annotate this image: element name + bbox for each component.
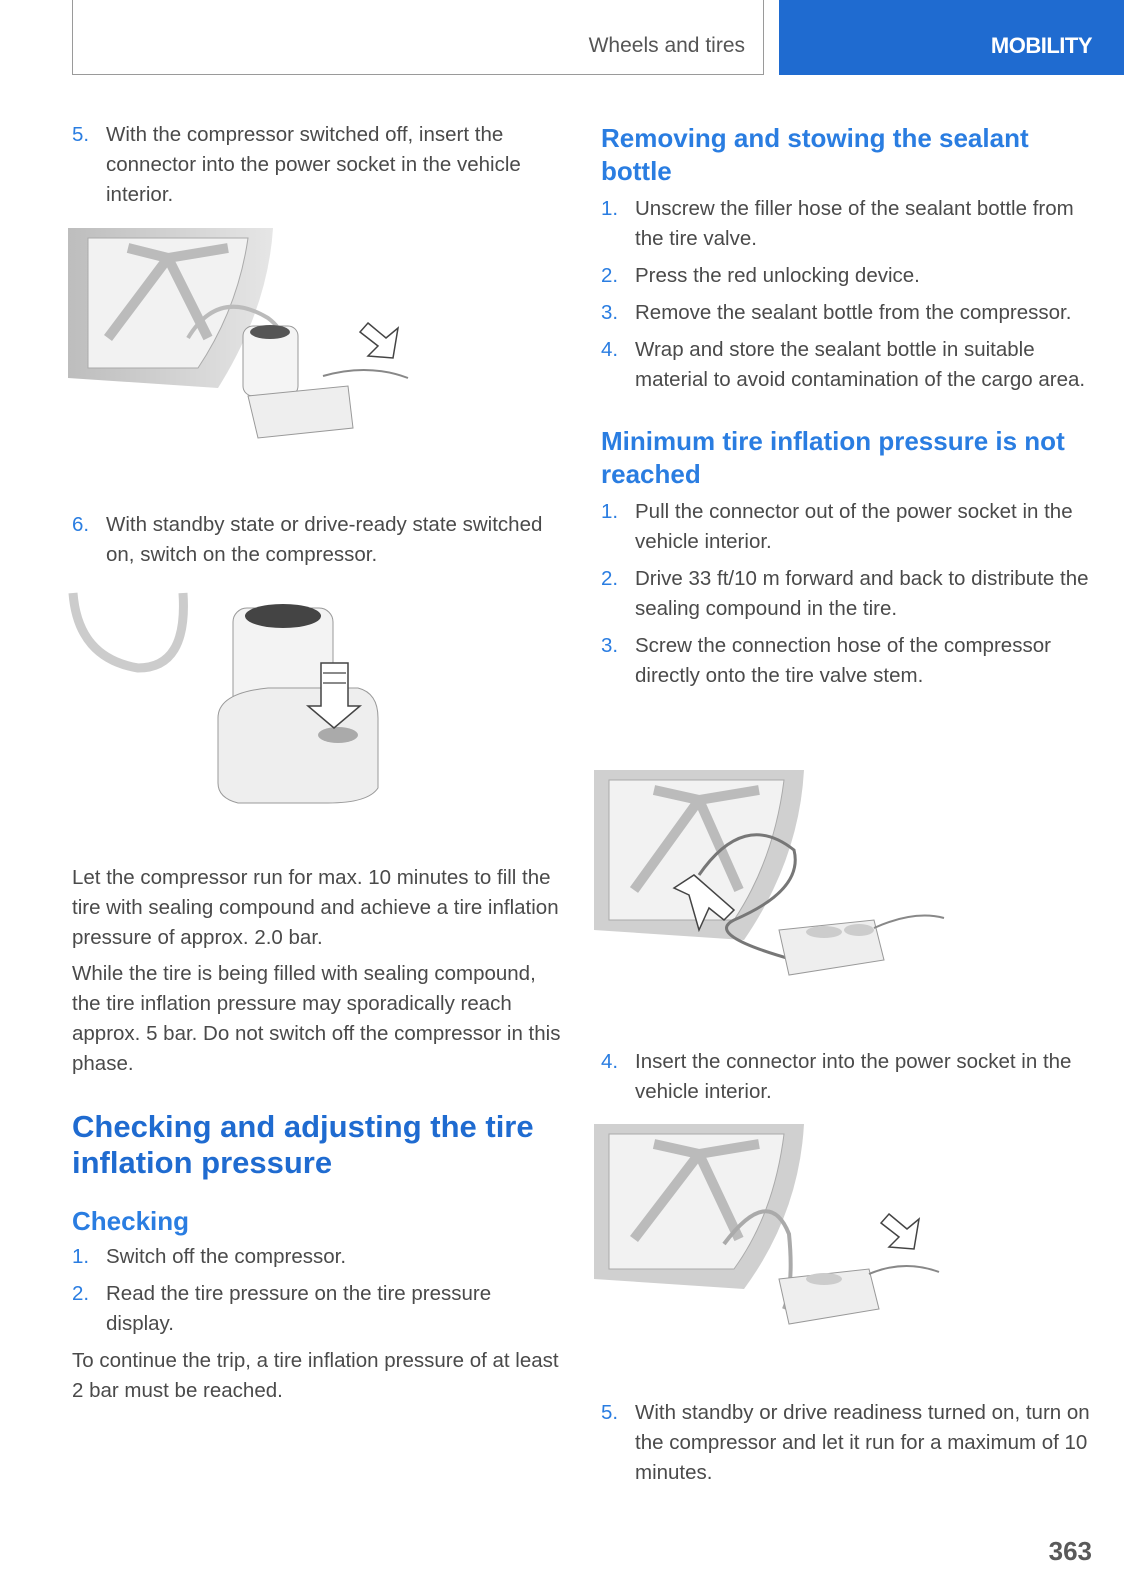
left-text-block — [72, 863, 564, 1406]
right-column-top — [601, 122, 1093, 691]
min-step-2: 2. Drive 33 ft/10 m forward and back to distribute the sealing compound in the tire. — [601, 567, 1089, 620]
figure-hose-to-valve — [594, 770, 954, 1000]
remove-step-2: 2. Press the red unlocking device. — [601, 264, 920, 287]
heading-min-pressure: Minimum tire inflation pressure is not reached — [601, 426, 1065, 489]
paragraph-sporadic-pressure: While the tire is being filled with sealing compound, the tire inflation pressure may sporadically reach approx. 5 bar. Do not switch off the compressor in this phase. — [72, 962, 561, 1075]
paragraph-run-compressor: Let the compressor run for max. 10 minutes to fill the tire with sealing compound and achieve a tire inflation pressure of approx. 2.0 bar. — [72, 866, 559, 949]
check-step-1: 1. Switch off the compressor. — [72, 1245, 347, 1268]
right-step5-wrap — [601, 1398, 1093, 1488]
figure-connector-socket — [594, 1124, 954, 1344]
min-step-5: 5. With standby or drive readiness turned on, turn on the compressor and let it run for a maximum of 10 minutes. — [601, 1401, 1090, 1484]
heading-removing-bottle: Removing and stowing the sealant bottle — [601, 123, 1029, 186]
header-section-box — [72, 0, 764, 75]
figure-compressor-connect — [68, 228, 428, 450]
check-step-2: 2. Read the tire pressure on the tire pressure display. — [72, 1282, 492, 1335]
left-step6-wrap — [72, 510, 562, 570]
min-step-4: 4. Insert the connector into the power socket in the vehicle interior. — [601, 1050, 1072, 1103]
remove-step-1: 1. Unscrew the filler hose of the sealant bottle from the tire valve. — [601, 197, 1074, 250]
remove-step-4: 4. Wrap and store the sealant bottle in suitable material to avoid contamination of the cargo area. — [601, 338, 1086, 391]
heading-checking: Checking — [72, 1206, 190, 1236]
heading-checking-adjusting: Checking and adjusting the tire inflation pressure — [72, 1109, 534, 1180]
right-step4-wrap — [601, 1047, 1093, 1107]
figure-compressor-switch — [68, 588, 398, 828]
step-6-switch-on: 6. With standby state or drive-ready state switched on, switch on the compressor. — [72, 513, 543, 566]
chapter-tab-label: MOBILITY — [990, 33, 1092, 58]
remove-step-3: 3. Remove the sealant bottle from the compressor. — [601, 301, 1072, 324]
section-title: Wheels and tires — [588, 34, 745, 57]
paragraph-continue-trip: To continue the trip, a tire inflation pressure of at least 2 bar must be reached. — [72, 1349, 559, 1402]
min-step-1: 1. Pull the connector out of the power socket in the vehicle interior. — [601, 500, 1073, 553]
step-5-connect: 5. With the compressor switched off, insert the connector into the power socket in the vehicle interior. — [72, 123, 521, 206]
chapter-tab — [779, 0, 1124, 75]
page-number: 363 — [1048, 1536, 1092, 1566]
left-column — [72, 120, 562, 210]
min-step-3: 3. Screw the connection hose of the compressor directly onto the tire valve stem. — [601, 634, 1051, 687]
